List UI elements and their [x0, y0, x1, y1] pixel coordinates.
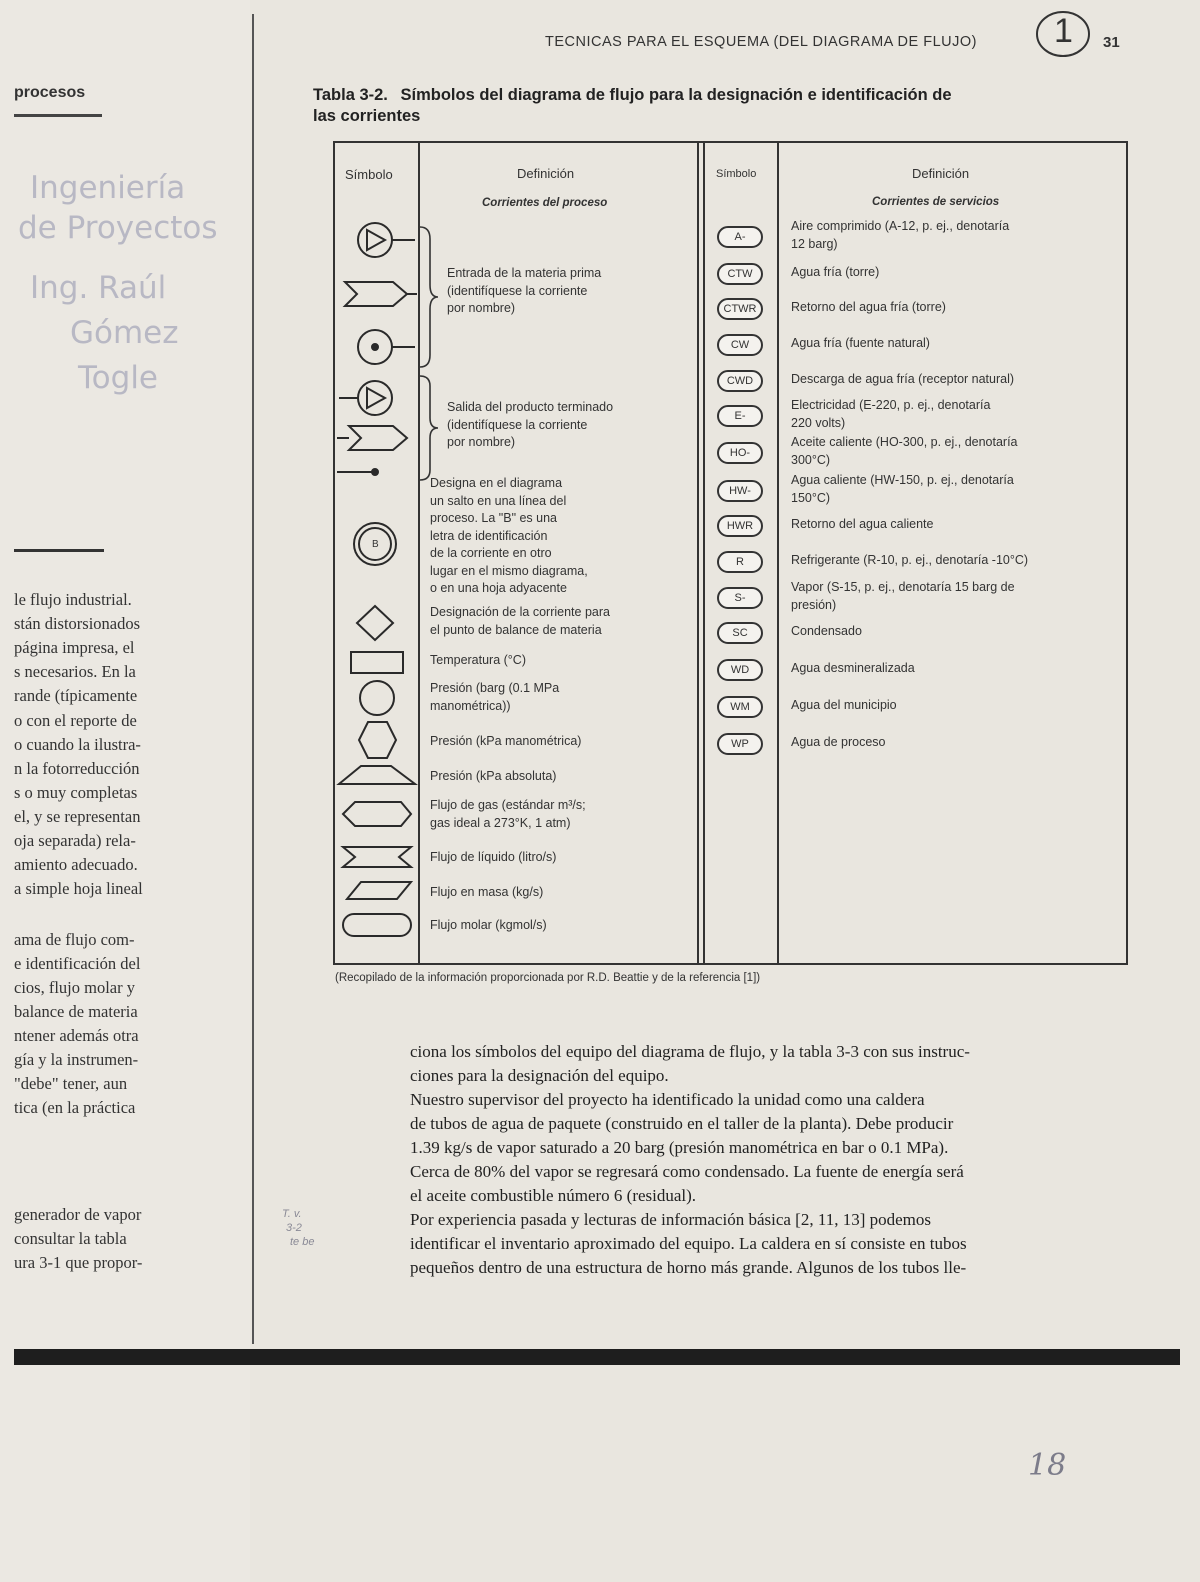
left-text-line: s necesarios. En la: [14, 662, 136, 681]
process-row-text: Presión (kPa absoluta): [430, 769, 557, 783]
handwriting-line: Togle: [78, 360, 158, 396]
group-product-text: [447, 399, 613, 452]
pressure-circle-icon: [360, 681, 394, 715]
product-pump-symbol-icon: [339, 381, 392, 415]
service-definition-line: Agua fría (fuente natural): [791, 336, 930, 350]
margin-note-line: te be: [290, 1236, 315, 1248]
service-code-badge: CTW: [717, 263, 763, 285]
service-code-badge: CTWR: [717, 298, 763, 320]
left-text-line: ntener además otra: [14, 1026, 139, 1045]
service-definition-line: Descarga de agua fría (receptor natural): [791, 372, 1015, 386]
caption-line-2: las corrientes: [313, 107, 421, 125]
product-arrow-symbol-icon: [337, 426, 407, 450]
service-code-badge: WM: [717, 696, 763, 718]
left-text-line: balance de materia: [14, 1002, 138, 1021]
body-text-line: ciones para la designación del equipo.: [410, 1066, 669, 1085]
group-text-line: (identifíquese la corriente: [447, 417, 588, 432]
service-definition: [791, 218, 1009, 253]
process-row-parallelogram: [430, 884, 543, 902]
left-text-line: ura 3-1 que propor-: [14, 1253, 143, 1272]
service-definition-line: Retorno del agua caliente: [791, 517, 934, 531]
process-row-hexagon: [430, 733, 581, 751]
process-heading: Corrientes del proceso: [482, 197, 608, 209]
section-label: procesos: [14, 84, 86, 101]
process-row-text: Flujo en masa (kg/s): [430, 885, 544, 899]
service-definition-line: Condensado: [791, 624, 862, 638]
service-code-badge: HW-: [717, 480, 763, 502]
service-definition: [791, 397, 990, 432]
left-text-line: oja separada) rela-: [14, 831, 136, 850]
service-definition: [791, 516, 933, 534]
body-text-line: el aceite combustible número 6 (residual).: [410, 1186, 697, 1205]
service-code-badge: E-: [717, 405, 763, 427]
process-row-elongated-hexagon: [430, 797, 586, 832]
service-definition-line: Vapor (S-15, p. ej., denotaría 15 barg de: [791, 580, 1015, 594]
process-row-text: manométrica)): [430, 698, 511, 713]
service-code-badge: HO-: [717, 442, 763, 464]
body-text-line: Por experiencia pasada y lecturas de información básica [2, 11, 13] podemos: [410, 1210, 931, 1229]
left-text-line: consultar la tabla: [14, 1229, 127, 1248]
pressure-trapezoid-icon: [339, 766, 415, 784]
service-definition-line: presión): [791, 597, 837, 612]
service-definition: [791, 734, 886, 752]
left-divider: [14, 549, 104, 552]
service-definition-line: 12 barg): [791, 236, 838, 251]
caption-line-1: Símbolos del diagrama de flujo para la designación e identificación de: [400, 86, 952, 104]
body-text-line: identificar el inventario aproximado del equipo. La caldera en sí consiste en tubos: [410, 1234, 967, 1253]
group-text-line: de la corriente en otro: [430, 546, 552, 560]
col-header-symbol-left: Símbolo: [345, 167, 393, 182]
services-heading: Corrientes de servicios: [872, 196, 1000, 208]
service-definition: [791, 472, 1014, 507]
group-text-line: el punto de balance de materia: [430, 622, 602, 637]
handwritten-page-mark: 18: [1028, 1448, 1067, 1483]
left-text-line: el, y se representan: [14, 807, 141, 826]
section-underline: [14, 114, 102, 117]
left-text-line: "debe" tener, aun: [14, 1074, 128, 1093]
body-text-line: ciona los símbolos del equipo del diagrama de flujo, y la tabla 3-3 con sus instruc-: [410, 1042, 970, 1061]
service-code-badge: CW: [717, 334, 763, 356]
left-text-line: generador de vapor: [14, 1205, 142, 1224]
service-definition-line: 300°C): [791, 452, 831, 467]
group-text-line: o en una hoja adyacente: [430, 581, 567, 595]
service-code-badge: HWR: [717, 515, 763, 537]
service-definition-line: Electricidad (E-220, p. ej., denotaría: [791, 398, 991, 412]
table-divider-3: [703, 141, 705, 965]
left-text-line: cios, flujo molar y: [14, 978, 135, 997]
handwriting-line: de Proyectos: [18, 210, 218, 246]
left-text-line: o con el reporte de: [14, 711, 137, 730]
feed-pump-symbol-icon: [358, 223, 415, 257]
group-text-line: Salida del producto terminado: [447, 400, 614, 414]
service-definition-line: Agua fría (torre): [791, 265, 880, 279]
source-note: (Recopilado de la información proporcionada por R.D. Beattie y de la referencia [1]): [335, 972, 761, 984]
group-text-line: proceso. La "B" es una: [430, 511, 558, 525]
brace-group-1-icon: [418, 225, 440, 370]
process-row-text: Flujo de líquido (litro/s): [430, 850, 557, 864]
left-text-line: n la fotorreducción: [14, 759, 140, 778]
group-text-line: Entrada de la materia prima: [447, 266, 602, 280]
caption-number: Tabla 3-2.: [313, 86, 388, 104]
service-code-badge: R: [717, 551, 763, 573]
process-row-text: Presión (barg (0.1 MPa: [430, 681, 560, 695]
left-text-line: gía y la instrumen-: [14, 1050, 139, 1069]
service-definition-line: Refrigerante (R-10, p. ej., denotaría -10°C): [791, 553, 1029, 567]
process-row-text: Flujo molar (kgmol/s): [430, 918, 547, 932]
left-text-line: le flujo industrial.: [14, 590, 132, 609]
handwriting-line: Gómez: [70, 315, 179, 351]
process-row-bowtie: [430, 849, 556, 867]
group-text-line: por nombre): [447, 435, 516, 449]
circled-mark-number: 1: [1054, 12, 1073, 50]
jump-letter: B: [372, 539, 379, 550]
service-definition-line: Aire comprimido (A-12, p. ej., denotaría: [791, 219, 1010, 233]
page-gutter: [252, 14, 254, 1344]
body-text-line: Cerca de 80% del vapor se regresará como condensado. La fuente de energía será: [410, 1162, 964, 1181]
left-text-line: e identificación del: [14, 954, 141, 973]
service-code-badge: WP: [717, 733, 763, 755]
table-divider-2: [697, 141, 699, 965]
table-divider-4: [777, 141, 779, 965]
service-definition: [791, 623, 862, 641]
page-number: 31: [1103, 34, 1120, 51]
service-definition: [791, 579, 1015, 614]
left-text-line: rande (típicamente: [14, 686, 138, 705]
product-line-symbol-icon: [337, 469, 378, 475]
service-definition-line: Retorno del agua fría (torre): [791, 300, 946, 314]
running-title: TECNICAS PARA EL ESQUEMA (DEL DIAGRAMA DE FLUJO): [545, 34, 977, 50]
service-definition-line: Aceite caliente (HO-300, p. ej., denotaría: [791, 435, 1018, 449]
left-text-line: o cuando la ilustra-: [14, 735, 141, 754]
margin-note-line: T. v.: [282, 1208, 302, 1220]
col-header-definition-right: Definición: [912, 166, 970, 181]
group-text-line: (identifíquese la corriente: [447, 283, 588, 298]
group-text-line: lugar en el mismo diagrama,: [430, 563, 588, 578]
table-caption: [313, 85, 952, 127]
left-text-line: a simple hoja lineal: [14, 879, 143, 898]
service-definition: [791, 434, 1018, 469]
service-definition-line: 150°C): [791, 490, 831, 505]
temperature-rectangle-icon: [351, 652, 403, 673]
group-text-line: por nombre): [447, 301, 516, 315]
service-code-badge: WD: [717, 659, 763, 681]
service-definition-line: Agua del municipio: [791, 698, 897, 712]
feed-arrow-symbol-icon: [345, 282, 417, 306]
process-row-rectangle: [430, 652, 526, 670]
service-definition: [791, 552, 1028, 570]
service-code-badge: S-: [717, 587, 763, 609]
handwriting-line: Ing. Raúl: [30, 270, 167, 306]
body-text-line: pequeños dentro de una estructura de horno más grande. Algunos de los tubos lle-: [410, 1258, 967, 1277]
group-feed-text: [447, 265, 601, 318]
left-text-line: tica (en la práctica: [14, 1098, 136, 1117]
group-balance-text: [430, 604, 610, 639]
left-text-line: stán distorsionados: [14, 614, 141, 633]
col-header-symbol-right: Símbolo: [716, 168, 757, 180]
service-definition: [791, 299, 946, 317]
process-row-text: Presión (kPa manométrica): [430, 734, 582, 748]
service-definition: [791, 660, 915, 678]
service-definition-line: Agua de proceso: [791, 735, 886, 749]
service-definition: [791, 264, 879, 282]
service-definition: [791, 371, 1014, 389]
col-header-definition-left: Definición: [517, 166, 575, 181]
group-text-line: Designa en el diagrama: [430, 476, 563, 490]
process-row-circle: [430, 680, 559, 715]
body-text-line: 1.39 kg/s de vapor saturado a 20 barg (presión manométrica en bar o 0.1 MPa).: [410, 1138, 949, 1157]
liquid-flow-bowtie-icon: [343, 847, 411, 867]
body-text-line: Nuestro supervisor del proyecto ha identificado la unidad como una caldera: [410, 1090, 925, 1109]
feed-dot-symbol-icon: [358, 330, 415, 364]
body-text-line: de tubos de agua de paquete (construido en el taller de la planta). Debe producir: [410, 1114, 954, 1133]
brace-group-2-icon: [418, 374, 440, 484]
service-definition: [791, 697, 897, 715]
page-bottom-band: [14, 1349, 1180, 1365]
service-definition-line: 220 volts): [791, 415, 846, 430]
left-text-line: amiento adecuado.: [14, 855, 138, 874]
mass-flow-parallelogram-icon: [347, 882, 411, 899]
process-row-text: gas ideal a 273°K, 1 atm): [430, 815, 571, 830]
left-text-line: s o muy completas: [14, 783, 138, 802]
group-text-line: letra de identificación: [430, 528, 548, 543]
balance-point-diamond-icon: [357, 606, 393, 640]
process-row-trapezoid: [430, 768, 556, 786]
left-text-line: página impresa, el: [14, 638, 135, 657]
process-row-rounded-rectangle: [430, 917, 547, 935]
service-definition-line: Agua caliente (HW-150, p. ej., denotaría: [791, 473, 1014, 487]
service-definition-line: Agua desmineralizada: [791, 661, 915, 675]
process-row-text: Flujo de gas (estándar m³/s;: [430, 798, 586, 812]
service-code-badge: CWD: [717, 370, 763, 392]
service-code-badge: A-: [717, 226, 763, 248]
group-text-line: un salto en una línea del: [430, 493, 567, 508]
service-code-badge: SC: [717, 622, 763, 644]
process-row-text: Temperatura (°C): [430, 653, 526, 667]
left-text-line: ama de flujo com-: [14, 930, 135, 949]
left-page: [0, 0, 250, 1582]
group-jump-text: [430, 475, 588, 598]
handwriting-line: Ingeniería: [30, 170, 186, 206]
service-definition: [791, 335, 930, 353]
margin-note-line: 3-2: [286, 1222, 302, 1234]
molar-flow-rounded-icon: [343, 914, 411, 936]
pressure-hexagon-icon: [359, 722, 396, 758]
gas-flow-hexagon-icon: [343, 802, 411, 826]
group-text-line: Designación de la corriente para: [430, 605, 610, 619]
